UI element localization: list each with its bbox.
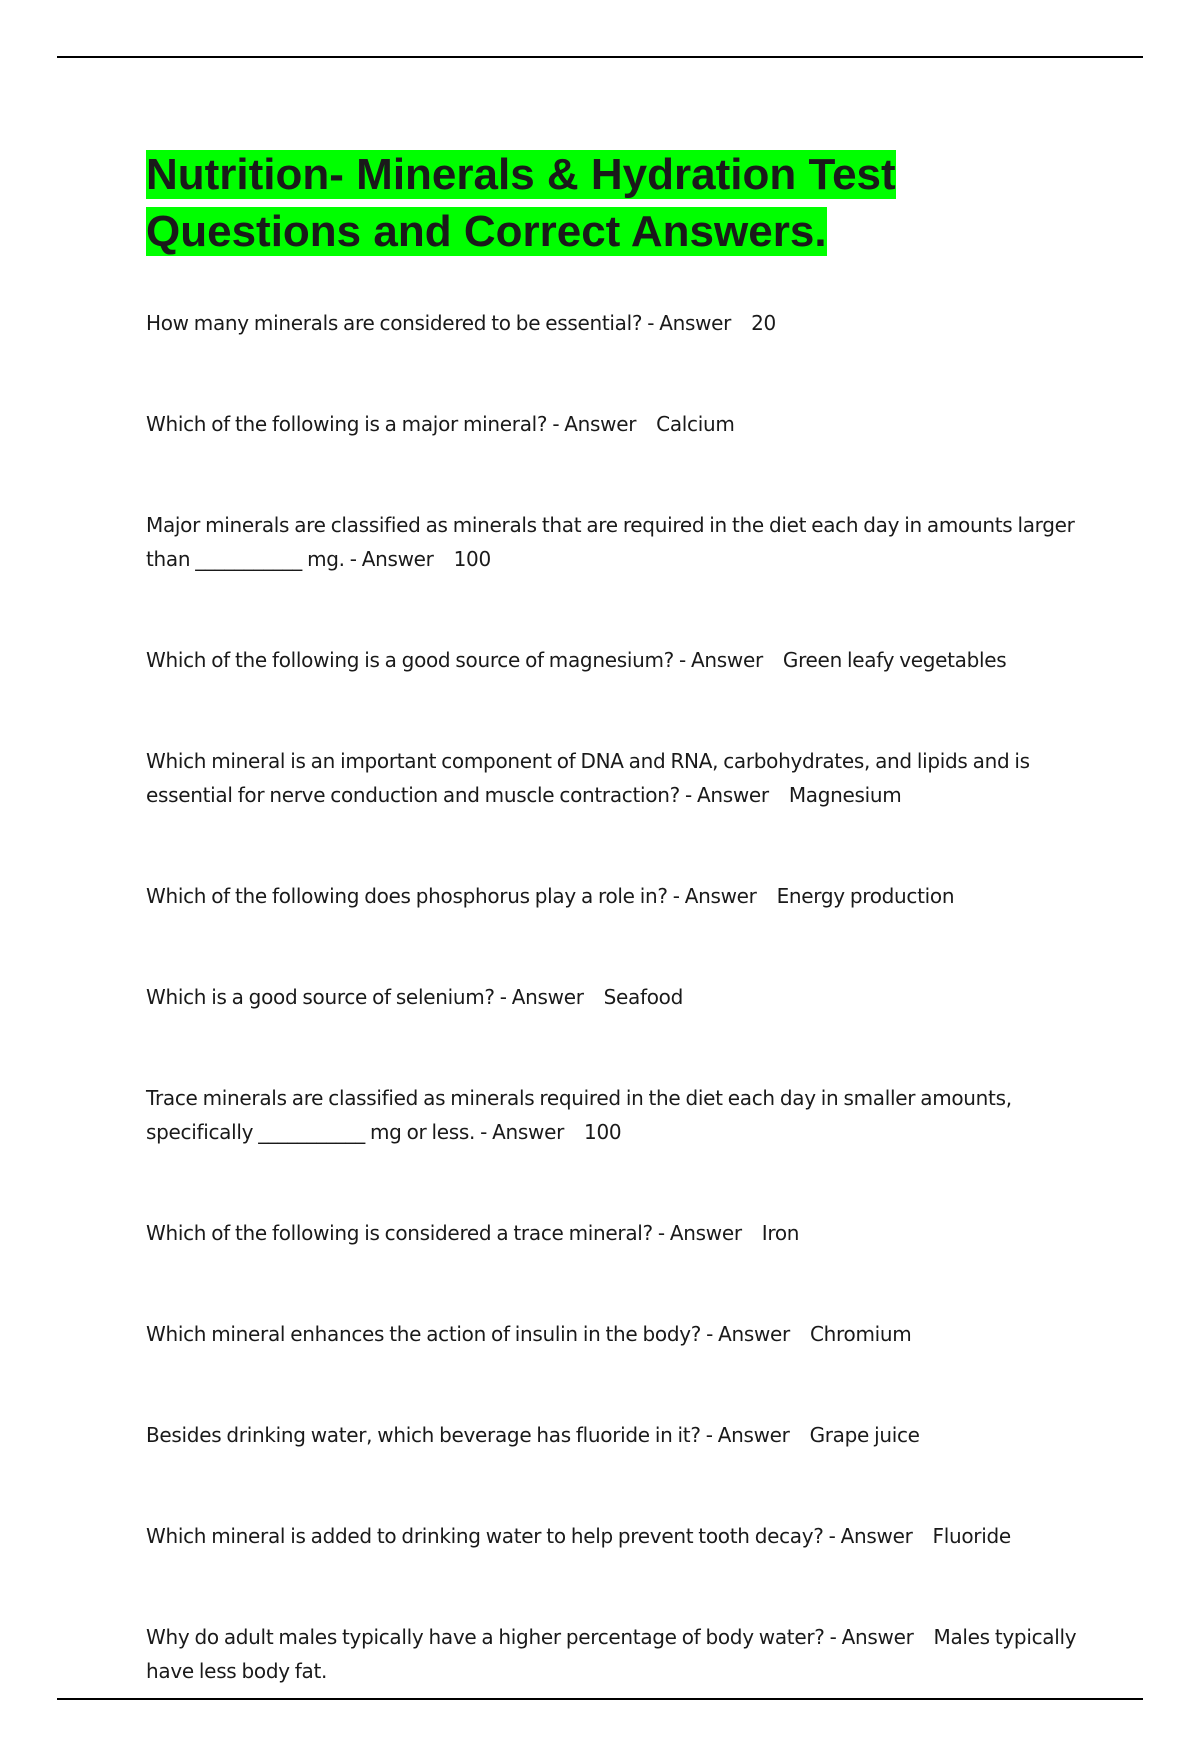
answer-text: Males typically have less body fat.: [146, 1625, 1077, 1683]
answer-label: - Answer: [480, 1120, 565, 1144]
question-text: Trace minerals are classified as minerals required in the diet each day in smaller amounts, specifically ___________ mg or less.: [146, 1086, 1012, 1144]
question-text: Besides drinking water, which beverage has fluoride in it?: [146, 1423, 701, 1447]
answer-text: Energy production: [776, 884, 955, 908]
title-highlight: Nutrition- Minerals & Hydration Test Questions and Correct Answers.: [146, 150, 896, 256]
answer-label: - Answer: [829, 1625, 914, 1649]
question-text: How many minerals are considered to be essential?: [146, 311, 643, 335]
qa-item: [146, 407, 1086, 441]
answer-text: Grape juice: [809, 1423, 920, 1447]
question-text: Which of the following is considered a trace mineral?: [146, 1221, 653, 1245]
document-body: [146, 146, 1086, 1755]
answer-label: - Answer: [672, 884, 757, 908]
answer-text: Iron: [761, 1221, 800, 1245]
qa-item: [146, 508, 1086, 576]
answer-text: Seafood: [603, 985, 683, 1009]
answer-text: Chromium: [809, 1322, 912, 1346]
top-divider: [57, 56, 1143, 58]
answer-label: - Answer: [657, 1221, 742, 1245]
question-text: Which of the following is a good source of magnesium?: [146, 648, 674, 672]
qa-list: [146, 306, 1086, 1688]
document-title: [146, 146, 1086, 260]
answer-text: 20: [751, 311, 776, 335]
question-text: Which is a good source of selenium?: [146, 985, 495, 1009]
answer-label: - Answer: [552, 412, 637, 436]
answer-label: - Answer: [679, 648, 763, 672]
answer-text: Magnesium: [788, 783, 902, 807]
answer-text: 100: [453, 547, 491, 571]
qa-item: [146, 980, 1086, 1014]
qa-item: [146, 1620, 1086, 1688]
qa-item: [146, 306, 1086, 340]
answer-label: - Answer: [349, 547, 434, 571]
answer-text: Green leafy vegetables: [782, 648, 1007, 672]
question-text: Which mineral is added to drinking water to help prevent tooth decay?: [146, 1524, 824, 1548]
qa-item: [146, 879, 1086, 913]
answer-label: - Answer: [647, 311, 732, 335]
qa-item: [146, 1317, 1086, 1351]
qa-item: [146, 1081, 1086, 1149]
question-text: Which of the following is a major mineral?: [146, 412, 548, 436]
qa-item: [146, 744, 1086, 812]
question-text: Why do adult males typically have a higher percentage of body water?: [146, 1625, 825, 1649]
qa-item: [146, 643, 1086, 677]
answer-label: - Answer: [499, 985, 584, 1009]
question-text: Which mineral is an important component of DNA and RNA, carbohydrates, and lipids and is essential for nerve conduction and muscle contraction?: [146, 749, 1030, 807]
answer-text: 100: [584, 1120, 622, 1144]
question-text: Which of the following does phosphorus play a role in?: [146, 884, 668, 908]
answer-label: - Answer: [705, 1423, 790, 1447]
answer-label: - Answer: [685, 783, 769, 807]
qa-item: [146, 1418, 1086, 1452]
answer-text: Calcium: [656, 412, 735, 436]
answer-text: Fluoride: [932, 1524, 1011, 1548]
answer-label: - Answer: [706, 1322, 790, 1346]
qa-item: [146, 1519, 1086, 1553]
answer-label: - Answer: [828, 1524, 913, 1548]
qa-item: [146, 1216, 1086, 1250]
question-text: Which mineral enhances the action of insulin in the body?: [146, 1322, 702, 1346]
question-text: Major minerals are classified as minerals that are required in the diet each day in amounts larger than ___________ mg.: [146, 513, 1075, 571]
